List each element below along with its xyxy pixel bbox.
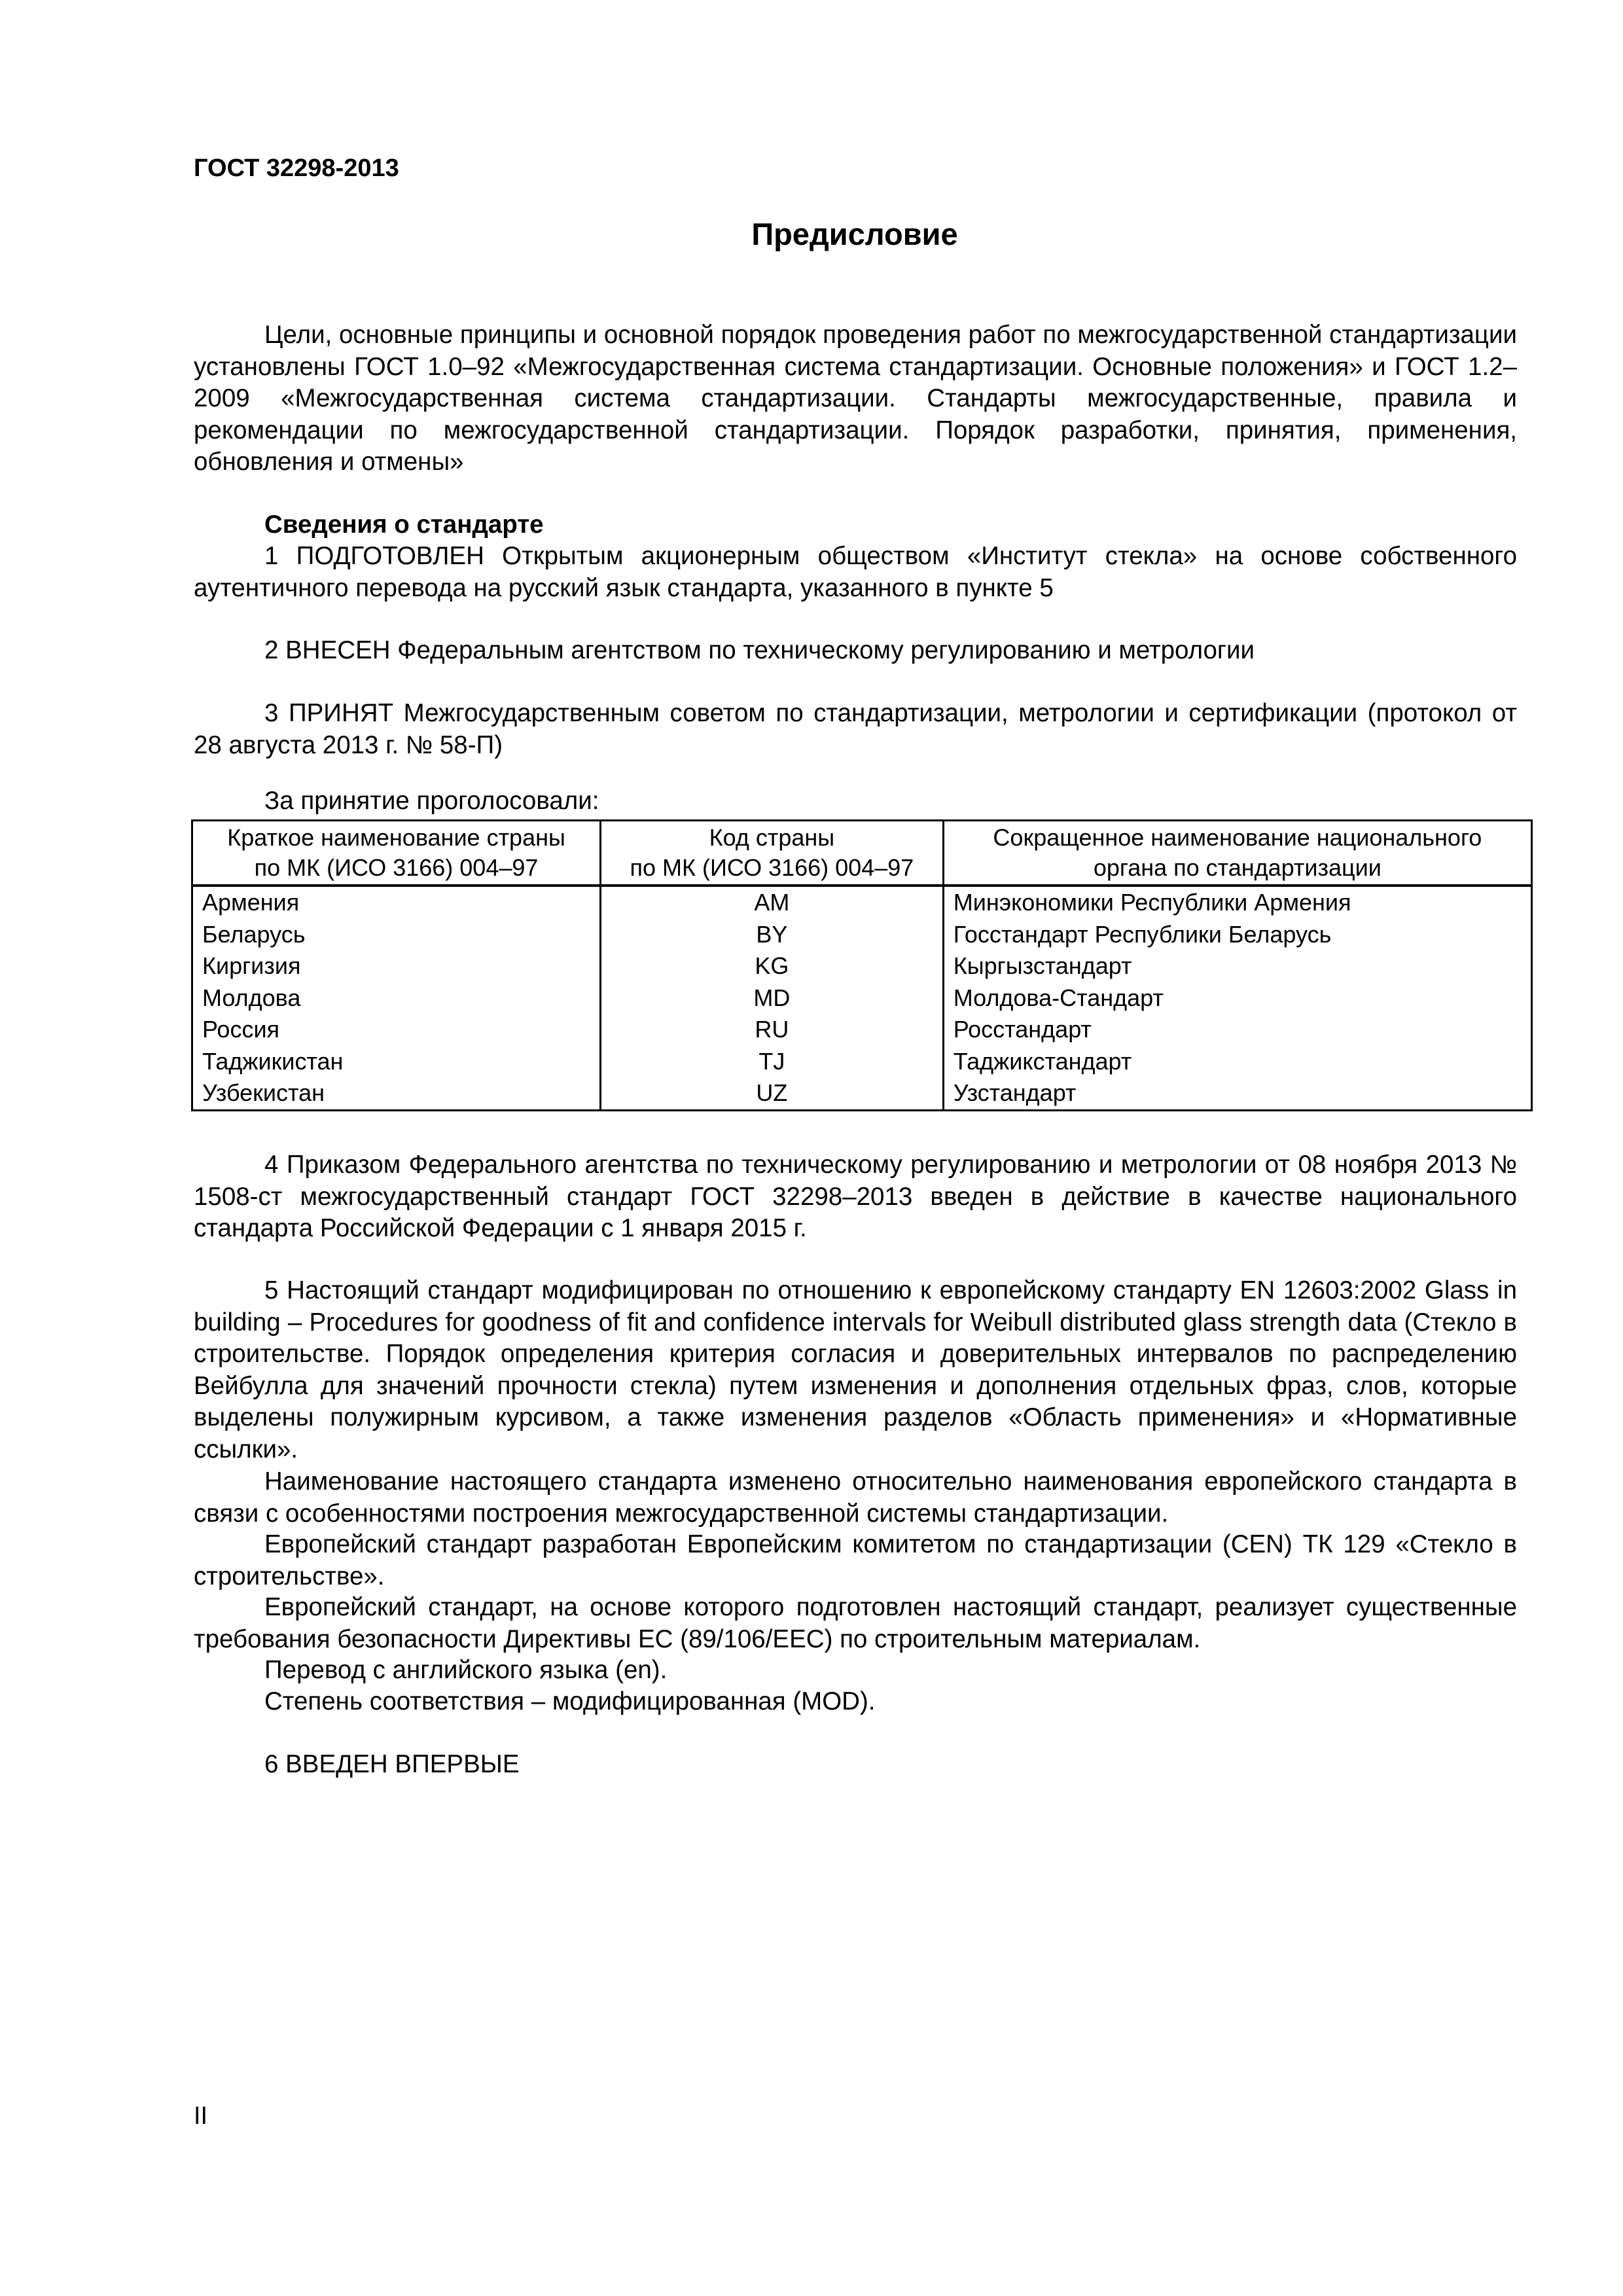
- country-code: MD: [601, 982, 944, 1014]
- country-name: Киргизия: [192, 950, 601, 982]
- info-item-2: 2 ВНЕСЕН Федеральным агентством по техническому регулированию и метрологии: [264, 636, 1255, 664]
- country-code: BY: [601, 919, 944, 951]
- header-country-code: Код страны по МК (ИСО 3166) 004–97: [601, 821, 944, 886]
- country-name: Таджикистан: [192, 1046, 601, 1078]
- table-row: [192, 1046, 1532, 1078]
- table-row: [192, 982, 1532, 1014]
- info-item-3: 3 ПРИНЯТ Межгосударственным советом по стандартизации, метрологии и сертификации (протокол от 28 августа 2013 г. № 58-П): [194, 699, 1517, 759]
- table-row: [192, 886, 1532, 919]
- national-body: Росстандарт: [943, 1014, 1531, 1046]
- page-number: II: [194, 2102, 208, 2130]
- table-row: [192, 1077, 1532, 1110]
- standard-info-heading: Сведения о стандарте: [264, 511, 544, 539]
- national-body: Таджикстандарт: [943, 1046, 1531, 1078]
- country-name: Россия: [192, 1014, 601, 1046]
- national-body: Кыргызстандарт: [943, 950, 1531, 982]
- info-item-5-developer-note: Европейский стандарт разработан Европейским комитетом по стандартизации (CEN) ТК 129 «Стекло в строительстве».: [194, 1530, 1517, 1590]
- header-national-body: Сокращенное наименование национального органа по стандартизации: [943, 821, 1531, 886]
- page-title: Предисловие: [751, 217, 958, 251]
- info-item-1: 1 ПОДГОТОВЛЕН Открытым акционерным обществом «Институт стекла» на основе собственного аутентичного перевода на русский язык стандарта, указанного в пункте 5: [194, 542, 1517, 602]
- country-name: Беларусь: [192, 919, 601, 951]
- info-item-5-directive-note: Европейский стандарт, на основе которого подготовлен настоящий стандарт, реализует существенные требования безопасности Директивы ЕС (89/106/EEC) по строительным материалам.: [194, 1593, 1517, 1653]
- national-body: Госстандарт Республики Беларусь: [943, 919, 1531, 951]
- national-body: Минэкономики Республики Армения: [943, 886, 1531, 919]
- table-row: [192, 950, 1532, 982]
- table-row: [192, 919, 1532, 951]
- country-code: RU: [601, 1014, 944, 1046]
- country-name: Узбекистан: [192, 1077, 601, 1110]
- info-item-5-translation-note: Перевод с английского языка (en).: [264, 1656, 668, 1684]
- intro-paragraph: Цели, основные принципы и основной порядок проведения работ по межгосударственной стандартизации установлены ГОСТ 1.0–92 «Межгосударственная система стандартизации. Основные положения» и ГОСТ 1.2–2009 «Межгосударственная система стандартизации. Стандарты межгосударственные, правила и рекомендации по межгосударственной стандартизации. Порядок разработки, принятия, применения, обновления и отмены»: [194, 321, 1517, 476]
- info-item-4: 4 Приказом Федерального агентства по техническому регулированию и метрологии от 08 ноября 2013 № 1508-ст межгосударственный стандарт ГОСТ 32298–2013 введен в действие в качестве национального стандарта Российской Федерации с 1 января 2015 г.: [194, 1151, 1517, 1242]
- voted-caption: За принятие проголосовали:: [264, 787, 599, 815]
- voting-table: [191, 819, 1533, 1111]
- national-body: Узстандарт: [943, 1077, 1531, 1110]
- table-header-row: [192, 821, 1532, 886]
- document-code: ГОСТ 32298-2013: [194, 154, 399, 182]
- info-item-5-name-note: Наименование настоящего стандарта изменено относительно наименования европейского стандарта в связи с особенностями построения межгосударственной системы стандартизации.: [194, 1467, 1517, 1528]
- info-item-5: 5 Настоящий стандарт модифицирован по отношению к европейскому стандарту EN 12603:2002 Glass in building – Procedures for goodness of fit and confidence intervals for Weibull distributed glass strength data (Стекло в строительстве. Порядок определения критерия согласия и доверительных интервалов по распределению Вейбулла для значений прочности стекла) путем изменения и дополнения отдельных фраз, слов, которые выделены полужирным курсивом, а также изменения разделов «Область применения» и «Нормативные ссылки».: [194, 1276, 1517, 1463]
- info-item-5-degree-note: Степень соответствия – модифицированная (MOD).: [264, 1687, 876, 1715]
- header-country-name: Краткое наименование страны по МК (ИСО 3166) 004–97: [192, 821, 601, 886]
- country-code: UZ: [601, 1077, 944, 1110]
- country-code: TJ: [601, 1046, 944, 1078]
- country-name: Армения: [192, 886, 601, 919]
- country-code: AM: [601, 886, 944, 919]
- country-code: KG: [601, 950, 944, 982]
- info-item-6: 6 ВВЕДЕН ВПЕРВЫЕ: [264, 1750, 520, 1778]
- country-name: Молдова: [192, 982, 601, 1014]
- national-body: Молдова-Стандарт: [943, 982, 1531, 1014]
- table-row: [192, 1014, 1532, 1046]
